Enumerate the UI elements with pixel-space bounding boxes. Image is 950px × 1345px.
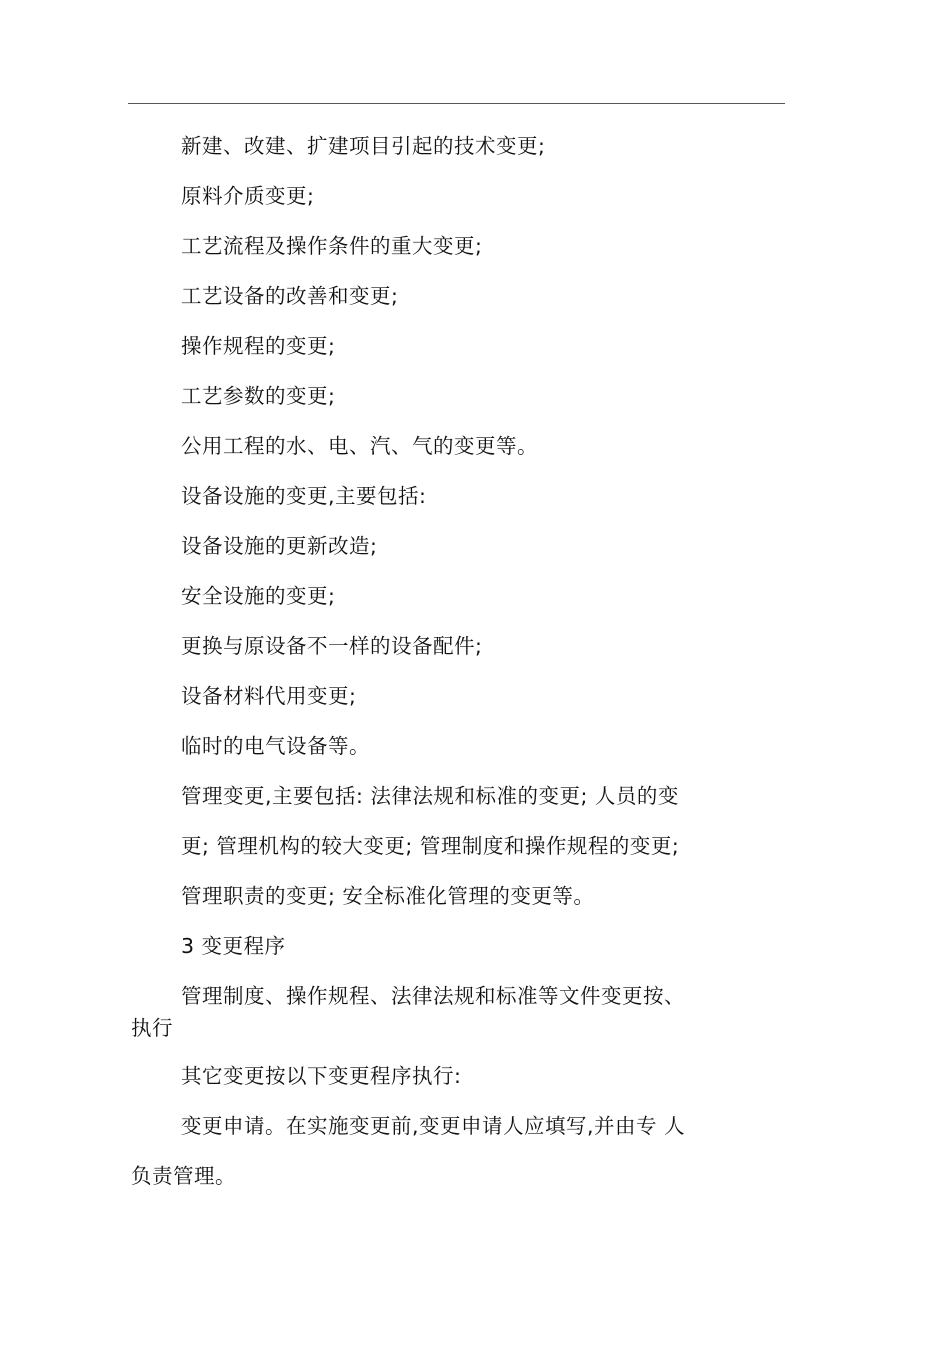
text-line: 变更申请。在实施变更前,变更申请人应填写,并由专 人 — [181, 1114, 686, 1138]
text-line: 操作规程的变更; — [181, 334, 336, 358]
text-line: 安全设施的变更; — [181, 584, 336, 608]
text-line: 其它变更按以下变更程序执行: — [181, 1064, 462, 1088]
text-line: 工艺流程及操作条件的重大变更; — [181, 234, 483, 258]
text-line: 原料介质变更; — [181, 184, 315, 208]
text-line: 管理制度、操作规程、法律法规和标准等文件变更按、 — [181, 984, 685, 1008]
text-line: 工艺参数的变更; — [181, 384, 336, 408]
text-line: 新建、改建、扩建项目引起的技术变更; — [181, 134, 546, 158]
text-line: 设备材料代用变更; — [181, 684, 357, 708]
text-line: 管理职责的变更; 安全标准化管理的变更等。 — [181, 884, 595, 908]
text-line: 工艺设备的改善和变更; — [181, 284, 399, 308]
text-line: 更; 管理机构的较大变更; 管理制度和操作规程的变更; — [181, 834, 680, 858]
section-heading: 3 变更程序 — [181, 934, 286, 958]
text-line: 更换与原设备不一样的设备配件; — [181, 634, 483, 658]
text-line: 执行 — [131, 1016, 173, 1040]
text-line: 管理变更,主要包括: 法律法规和标准的变更; 人员的变 — [181, 784, 679, 808]
text-line: 设备设施的更新改造; — [181, 534, 378, 558]
text-line: 公用工程的水、电、汽、气的变更等。 — [181, 434, 538, 458]
text-line: 负责管理。 — [131, 1164, 236, 1188]
text-line: 临时的电气设备等。 — [181, 734, 370, 758]
text-line: 设备设施的变更,主要包括: — [181, 484, 427, 508]
